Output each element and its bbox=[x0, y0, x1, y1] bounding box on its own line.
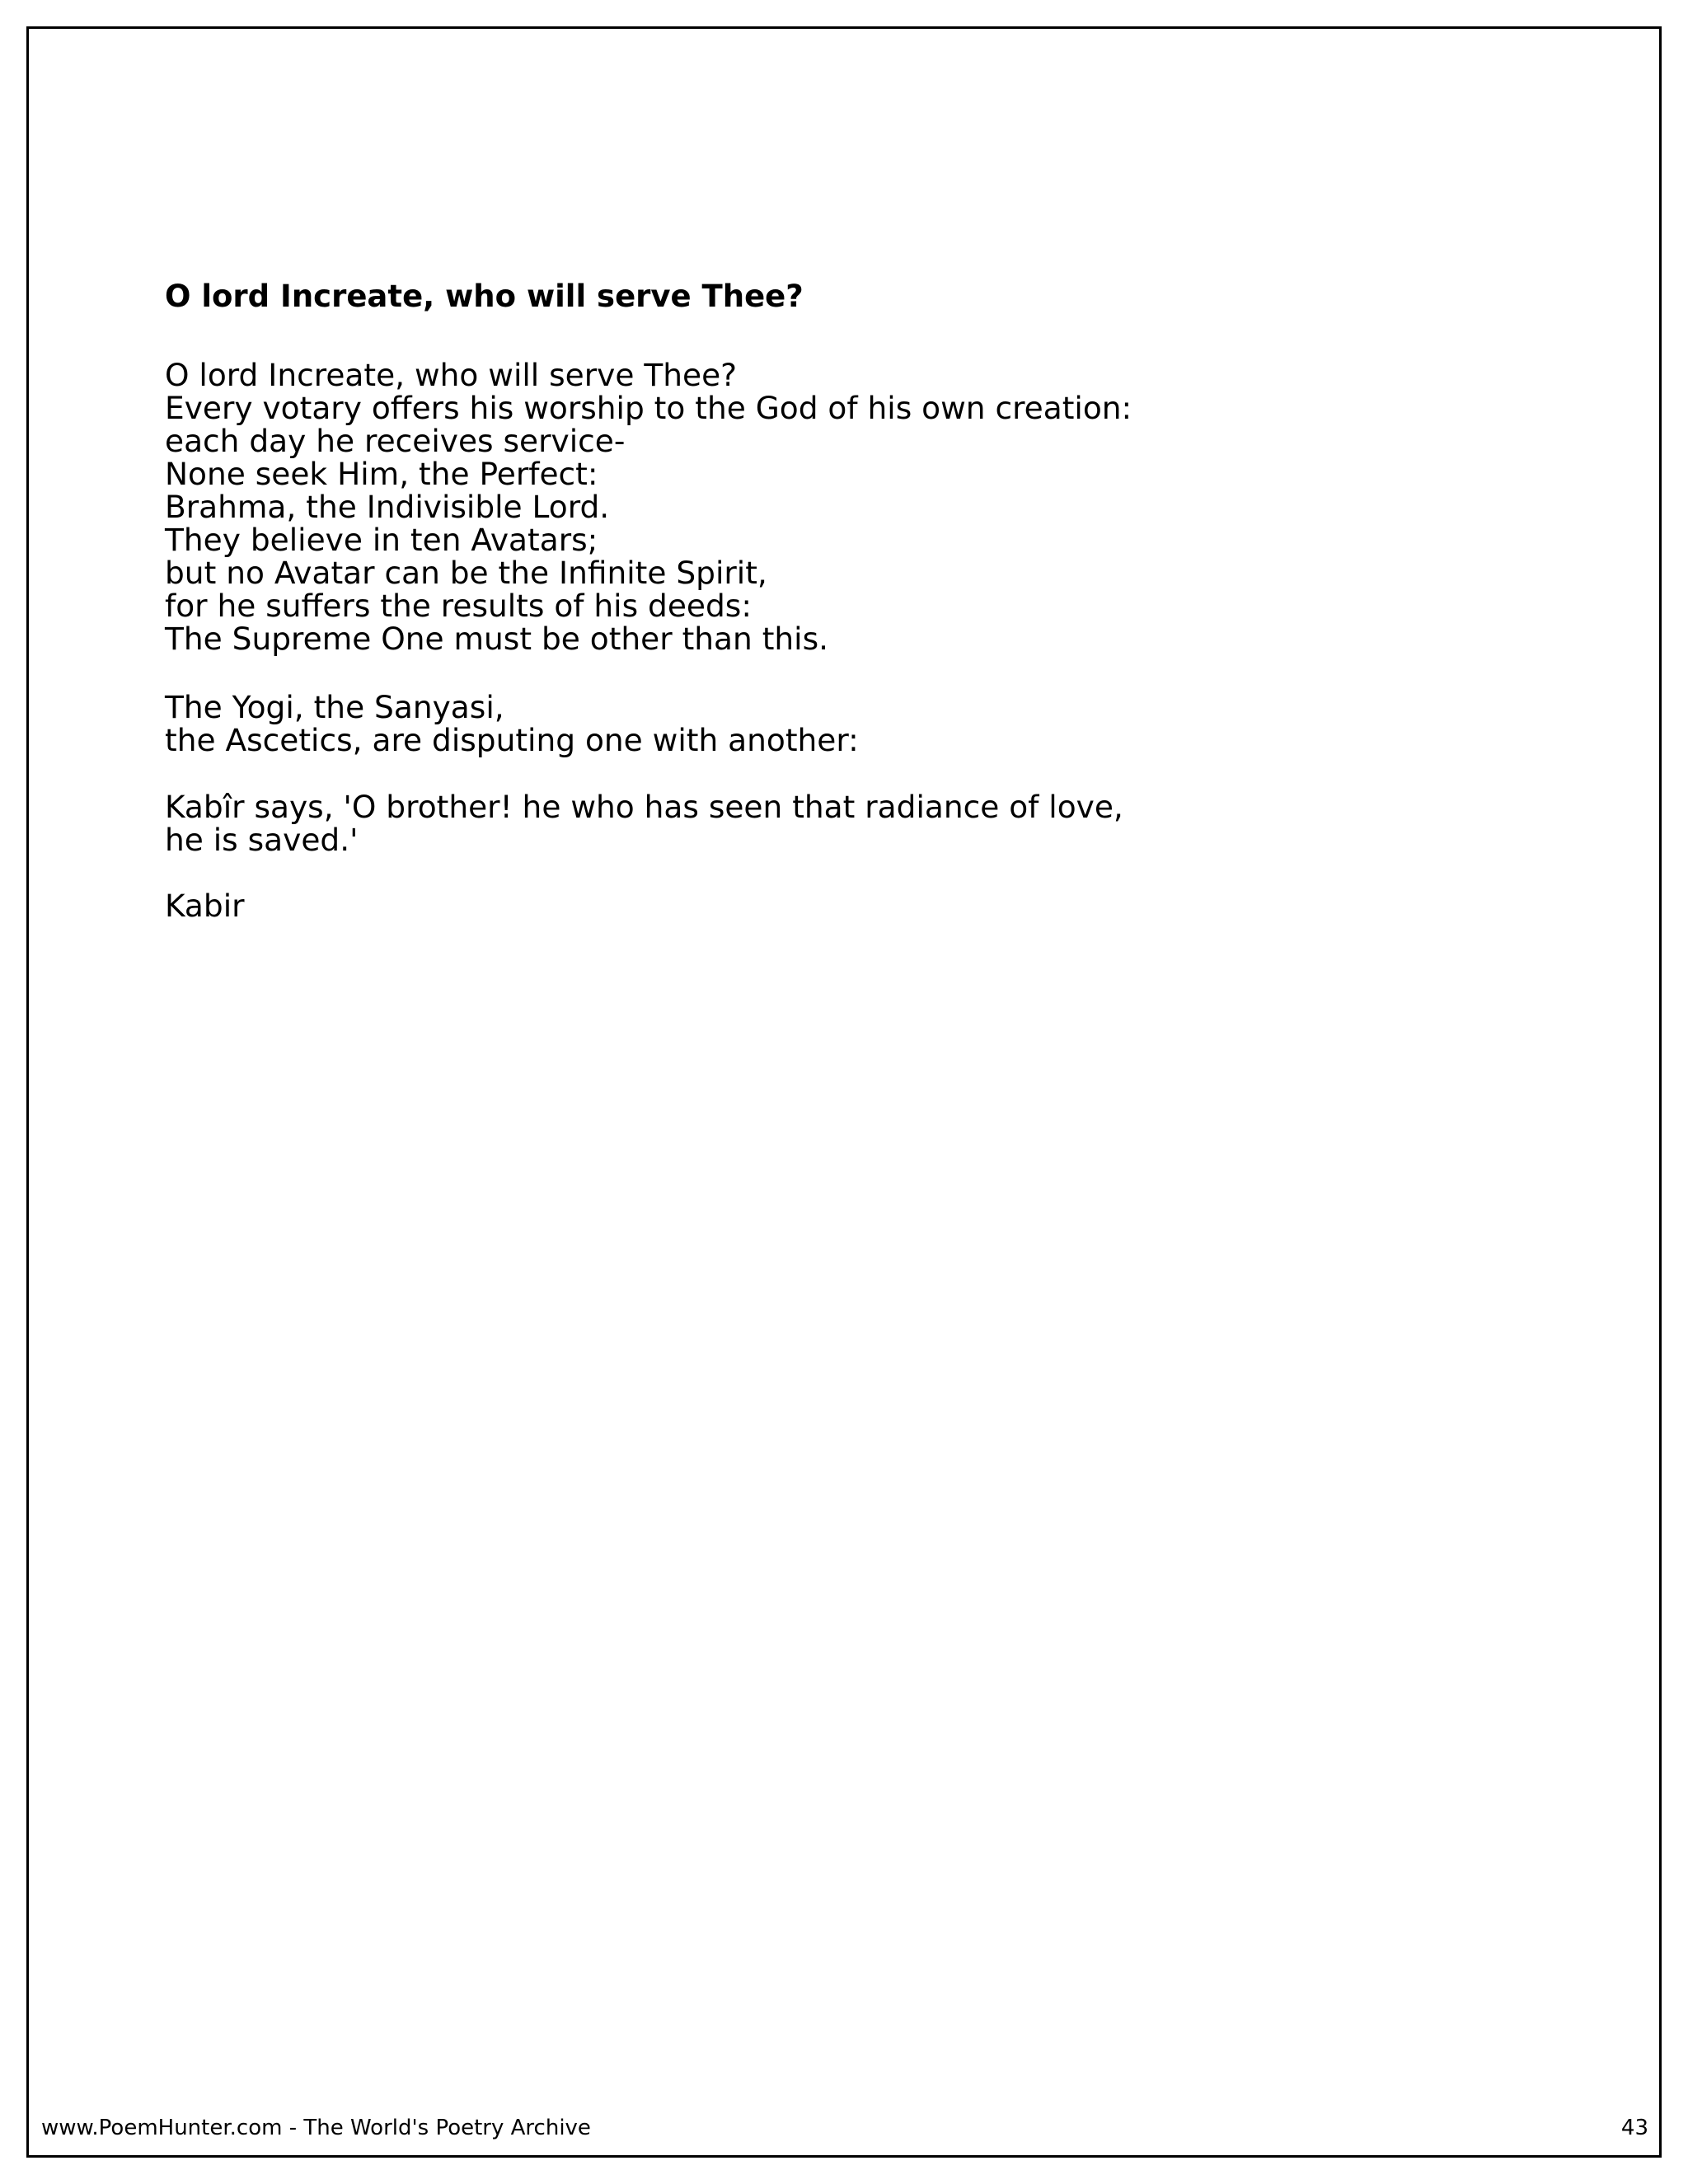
poem-line: O lord Increate, who will serve Thee? bbox=[165, 357, 738, 393]
poem-line: None seek Him, the Perfect: bbox=[165, 456, 598, 492]
poem-line: he is saved.' bbox=[165, 822, 359, 858]
poem-line: for he suffers the results of his deeds: bbox=[165, 588, 752, 624]
poem-title: O lord Increate, who will serve Thee? bbox=[165, 279, 804, 314]
poem-line: Brahma, the Indivisible Lord. bbox=[165, 489, 610, 525]
poem-line: The Supreme One must be other than this. bbox=[165, 621, 829, 657]
poem-line: Kabîr says, 'O brother! he who has seen that radiance of love, bbox=[165, 789, 1123, 825]
poem-line: Every votary offers his worship to the God of his own creation: bbox=[165, 390, 1132, 426]
page-number: 43 bbox=[1620, 2116, 1648, 2140]
footer-source: www.PoemHunter.com - The World's Poetry Archive bbox=[41, 2116, 591, 2140]
poem-line: The Yogi, the Sanyasi, bbox=[165, 689, 504, 725]
page-frame bbox=[26, 26, 1662, 2158]
stanza bbox=[165, 790, 1123, 856]
poem-line: They believe in ten Avatars; bbox=[165, 522, 598, 558]
stanza bbox=[165, 691, 859, 757]
poem-line: each day he receives service- bbox=[165, 423, 626, 459]
poem-line: but no Avatar can be the Infinite Spirit, bbox=[165, 555, 767, 591]
stanza bbox=[165, 359, 1132, 655]
poem-line: the Ascetics, are disputing one with another: bbox=[165, 722, 859, 758]
poem-author: Kabir bbox=[165, 888, 245, 924]
